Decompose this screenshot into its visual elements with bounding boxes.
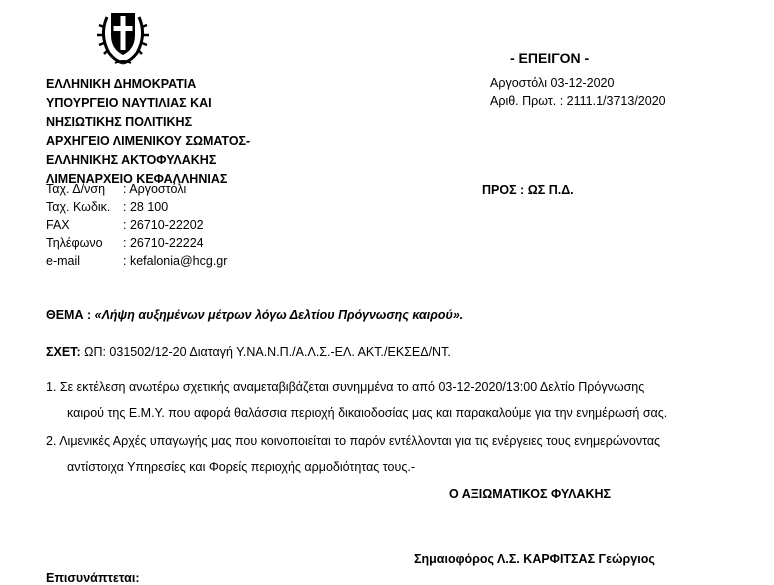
contact-row (46, 236, 204, 250)
paragraph-1-line-2: καιρού της Ε.Μ.Υ. που αφορά θαλάσσια περιοχή δικαιοδοσίας μας και παρακαλούμε για την ενημέρωσή σας. (67, 406, 668, 420)
contact-label: e-mail (46, 254, 81, 268)
document-date: Αργοστόλι 03-12-2020 (490, 76, 615, 90)
contact-value: : 26710-22202 (123, 218, 204, 232)
signature-name: Σημαιοφόρος Λ.Σ. ΚΑΡΦΙΤΣΑΣ Γεώργιος (414, 552, 655, 566)
header-line: ΕΛΛΗΝΙΚΗ ΔΗΜΟΚΡΑΤΙΑ (46, 77, 197, 91)
reference-line (46, 345, 451, 359)
paragraph-2-line-2: αντίστοιχα Υπηρεσίες και Φορείς περιοχής αρμοδιότητας τους.- (67, 460, 416, 474)
contact-row (46, 200, 168, 214)
recipient: ΠΡΟΣ : ΩΣ Π.Δ. (482, 183, 574, 197)
contact-value: : Αργοστόλι (123, 182, 187, 196)
header-line: ΛΙΜΕΝΑΡΧΕΙΟ ΚΕΦΑΛΛΗΝΙΑΣ (46, 172, 228, 186)
reference-label: ΣΧΕΤ: (46, 345, 81, 359)
header-line: ΝΗΣΙΩΤΙΚΗΣ ΠΟΛΙΤΙΚΗΣ (46, 115, 193, 129)
contact-value: : 28 100 (123, 200, 169, 214)
contact-label: Τηλέφωνο (46, 236, 103, 250)
header-line: ΑΡΧΗΓΕΙΟ ΛΙΜΕΝΙΚΟΥ ΣΩΜΑΤΟΣ- (46, 134, 251, 148)
contact-label: FAX (46, 218, 70, 232)
contact-value: : 26710-22224 (123, 236, 204, 250)
reference-text: ΩΠ: 031502/12-20 Διαταγή Υ.ΝΑ.Ν.Π./Α.Λ.Σ.-ΕΛ. ΑΚΤ./ΕΚΣΕΔ/ΝΤ. (84, 345, 451, 359)
contact-row (46, 182, 186, 196)
protocol-number: Αριθ. Πρωτ. : 2111.1/3713/2020 (490, 94, 666, 108)
signature-title: Ο ΑΞΙΩΜΑΤΙΚΟΣ ΦΥΛΑΚΗΣ (449, 487, 611, 501)
greek-state-emblem-icon (95, 5, 151, 67)
attachments-label: Επισυνάπτεται: (46, 571, 140, 585)
contact-label: Ταχ. Δ/νση (46, 182, 106, 196)
contact-value: : kefalonia@hcg.gr (123, 254, 228, 268)
paragraph-1-line-1: 1. Σε εκτέλεση ανωτέρω σχετικής αναμεταβιβάζεται συνημμένα το από 03-12-2020/13:00 Δελτίο Πρόγνωσης (46, 380, 645, 394)
header-line: ΕΛΛΗΝΙΚΗΣ ΑΚΤΟΦΥΛΑΚΗΣ (46, 153, 217, 167)
subject-line (46, 308, 463, 322)
subject-label: ΘΕΜΑ : (46, 308, 92, 322)
contact-row (46, 218, 204, 232)
subject-text: «Λήψη αυξημένων μέτρων λόγω Δελτίου Πρόγνωσης καιρού». (94, 308, 464, 322)
urgent-label: - ΕΠΕΙΓΟΝ - (510, 50, 590, 66)
header-line: ΥΠΟΥΡΓΕΙΟ ΝΑΥΤΙΛΙΑΣ ΚΑΙ (46, 96, 212, 110)
contact-row (46, 254, 227, 268)
paragraph-2-line-1: 2. Λιμενικές Αρχές υπαγωγής μας που κοινοποιείται το παρόν εντέλλονται για τις ενέργειες τους ενημερώνοντας (46, 434, 661, 448)
contact-label: Ταχ. Κωδικ. (46, 200, 111, 214)
issuer-header (46, 75, 250, 189)
